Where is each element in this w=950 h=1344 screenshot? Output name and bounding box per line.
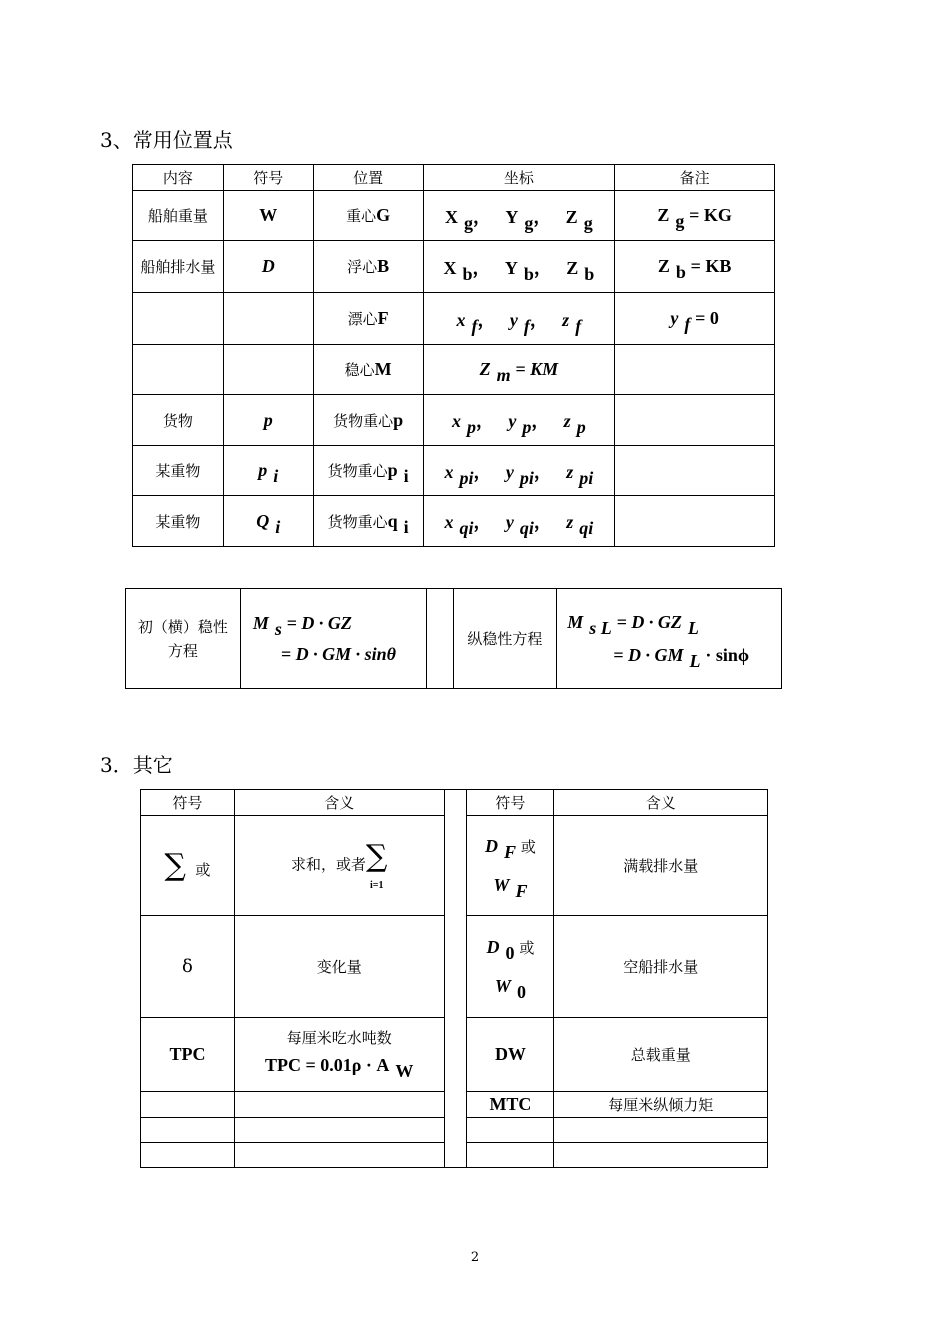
symbol-cell: TPC xyxy=(141,1018,235,1092)
header-cell: 符号 xyxy=(467,790,554,816)
stability-equations-table xyxy=(125,588,782,689)
header-cell: 符号 xyxy=(223,165,313,191)
table-header-row xyxy=(133,165,775,191)
table-row xyxy=(133,496,775,547)
longitudinal-stability-label: 纵稳性方程 xyxy=(453,589,557,689)
symbol-cell xyxy=(141,1092,235,1118)
header-cell: 位置 xyxy=(313,165,423,191)
coord-cell: x $_p$， y $_p$， z $_p$ xyxy=(423,395,615,446)
header-cell: 内容 xyxy=(133,165,224,191)
note-cell xyxy=(615,496,775,547)
page-number: 2 xyxy=(470,1250,480,1265)
meaning-cell: 总载重量 xyxy=(554,1018,768,1092)
symbol-cell xyxy=(223,293,313,345)
header-cell: 含义 xyxy=(554,790,768,816)
content-cell: 货物 xyxy=(133,395,224,446)
table-row xyxy=(133,191,775,241)
meaning-cell: 空船排水量 xyxy=(554,916,768,1018)
position-cell: 货物重心p xyxy=(313,395,423,446)
header-cell: 坐标 xyxy=(423,165,615,191)
symbol-cell xyxy=(467,1143,554,1168)
section-heading-other: 3．其它 xyxy=(100,753,173,777)
note-cell: Z $_g$ = KG xyxy=(615,191,775,241)
spacer-cell xyxy=(426,589,453,689)
note-cell xyxy=(615,446,775,496)
symbol-cell: D xyxy=(223,241,313,293)
meaning-cell: 求和，或者∑ i=1 xyxy=(234,816,444,916)
table-row xyxy=(133,446,775,496)
table-row xyxy=(133,395,775,446)
meaning-cell: 满载排水量 xyxy=(554,816,768,916)
table-row xyxy=(133,241,775,293)
table-header-row xyxy=(141,790,768,816)
coord-cell: X $_b$， Y $_b$， Z $_b$ xyxy=(423,241,615,293)
meaning-cell xyxy=(554,1143,768,1168)
symbol-cell: p xyxy=(223,395,313,446)
symbol-cell xyxy=(223,345,313,395)
table-row xyxy=(133,293,775,345)
meaning-cell: 每厘米纵倾力矩 xyxy=(554,1092,768,1118)
transverse-stability-equation: M $_s$ = D · GZ = D · GM · sinθ xyxy=(240,589,426,689)
position-cell: 浮心B xyxy=(313,241,423,293)
meaning-cell: 变化量 xyxy=(234,916,444,1018)
meaning-cell xyxy=(554,1118,768,1143)
symbol-cell: Q $_i$ xyxy=(223,496,313,547)
position-cell: 漂心F xyxy=(313,293,423,345)
content-cell: 某重物 xyxy=(133,496,224,547)
note-cell xyxy=(615,345,775,395)
position-cell: 货物重心p $_i$ xyxy=(313,446,423,496)
coord-cell: x $_{pi}$， y $_{pi}$， z $_{pi}$ xyxy=(423,446,615,496)
table-row xyxy=(126,589,782,689)
symbol-cell: W xyxy=(223,191,313,241)
note-cell: Z $_b$ = KB xyxy=(615,241,775,293)
meaning-cell xyxy=(234,1143,444,1168)
symbol-cell xyxy=(141,1118,235,1143)
spacer-cell xyxy=(444,790,467,1168)
header-cell: 符号 xyxy=(141,790,235,816)
header-cell: 含义 xyxy=(234,790,444,816)
symbol-cell: D $_0$ 或 W $_0$ xyxy=(467,916,554,1018)
symbol-cell xyxy=(141,1143,235,1168)
symbol-cell: MTC xyxy=(467,1092,554,1118)
coord-cell: X $_g$， Y $_g$， Z $_g$ xyxy=(423,191,615,241)
symbol-cell: p $_i$ xyxy=(223,446,313,496)
coord-cell: x $_f$， y $_f$， z $_f$ xyxy=(423,293,615,345)
table-row xyxy=(133,345,775,395)
content-cell: 某重物 xyxy=(133,446,224,496)
other-symbols-table xyxy=(140,789,768,1168)
note-cell xyxy=(615,395,775,446)
meaning-cell xyxy=(234,1118,444,1143)
section-heading-positions: 3、常用位置点 xyxy=(100,128,233,152)
transverse-stability-label: 初（横）稳性方程 xyxy=(126,589,241,689)
content-cell: 船舶重量 xyxy=(133,191,224,241)
meaning-cell: 每厘米吃水吨数 TPC = 0.01ρ · A $_W$ xyxy=(234,1018,444,1092)
note-cell: y $_f$ = 0 xyxy=(615,293,775,345)
meaning-cell xyxy=(234,1092,444,1118)
symbol-cell: δ xyxy=(141,916,235,1018)
position-points-table xyxy=(132,164,775,547)
symbol-cell xyxy=(467,1118,554,1143)
coord-cell: x $_{qi}$， y $_{qi}$， z $_{qi}$ xyxy=(423,496,615,547)
coord-cell: Z $_m$ = KM xyxy=(423,345,615,395)
content-cell: 船舶排水量 xyxy=(133,241,224,293)
symbol-cell: D $_F$ 或 W $_F$ xyxy=(467,816,554,916)
symbol-cell: ∑ 或 xyxy=(141,816,235,916)
header-cell: 备注 xyxy=(615,165,775,191)
position-cell: 货物重心q $_i$ xyxy=(313,496,423,547)
content-cell xyxy=(133,345,224,395)
content-cell xyxy=(133,293,224,345)
position-cell: 稳心M xyxy=(313,345,423,395)
symbol-cell: DW xyxy=(467,1018,554,1092)
longitudinal-stability-equation: M $_{s L}$ = D · GZ $_L$ = D · GM $_L$ · sinϕ xyxy=(557,589,782,689)
position-cell: 重心G xyxy=(313,191,423,241)
